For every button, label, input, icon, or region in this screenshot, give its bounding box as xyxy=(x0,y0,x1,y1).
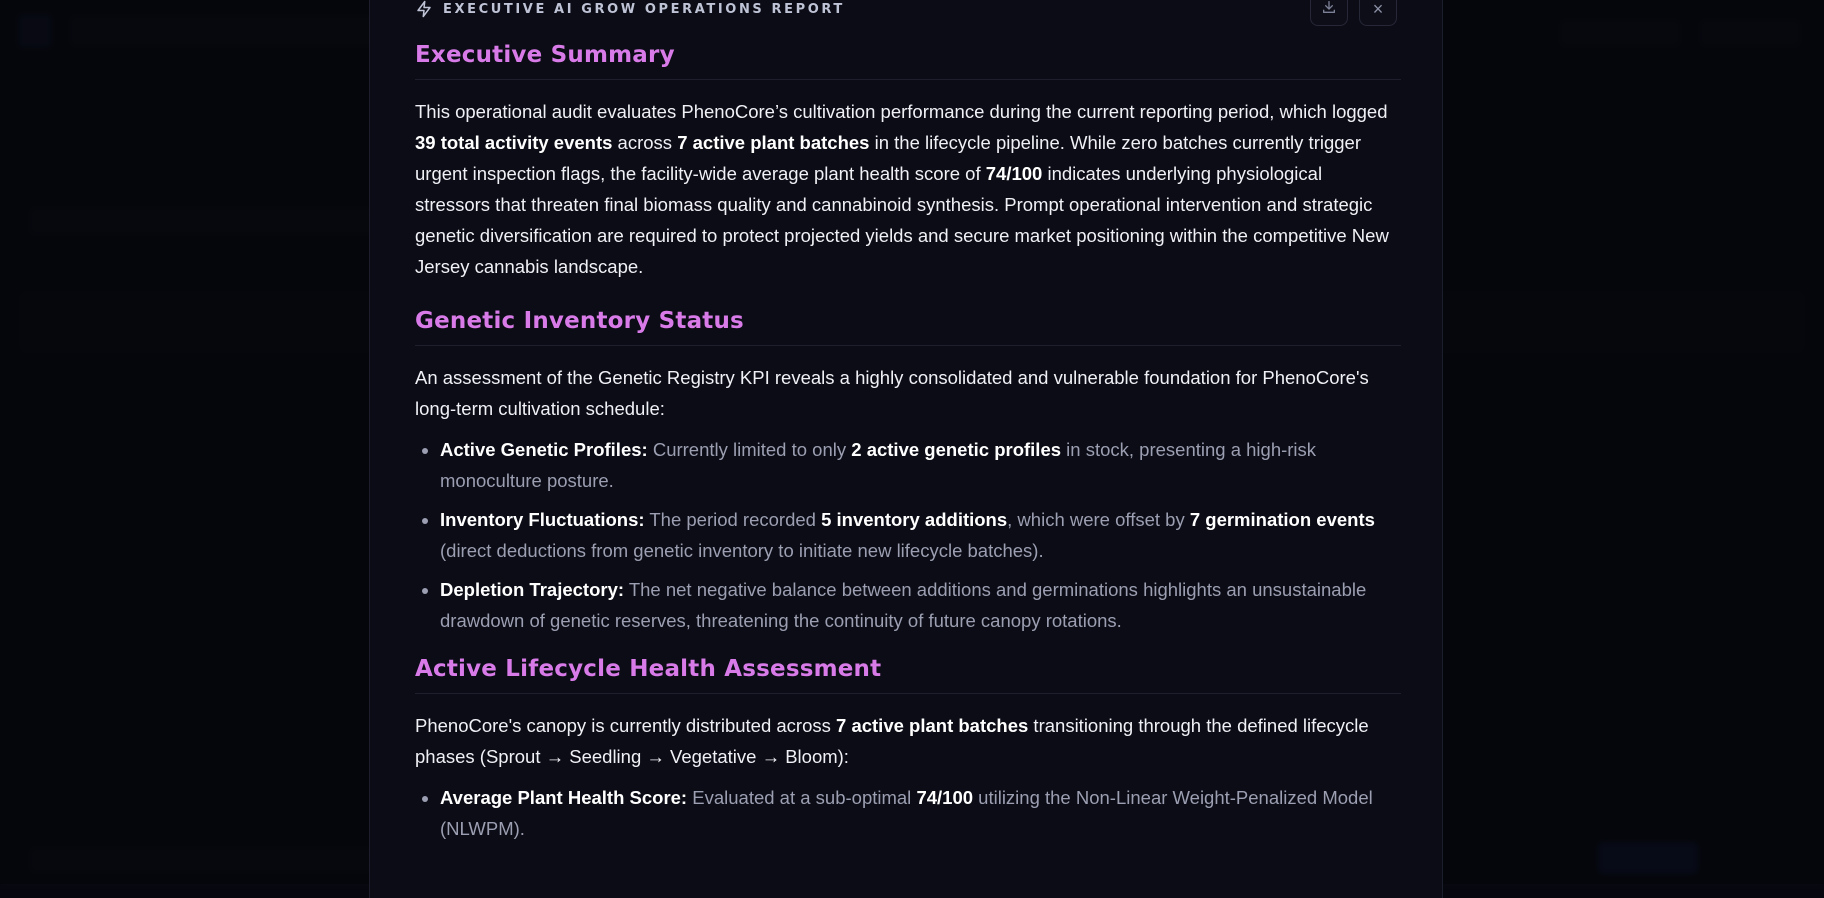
report-content xyxy=(415,34,1401,852)
executive-summary-paragraph: This operational audit evaluates PhenoCore’s cultivation performance during the current reporting period, which logged 39 total activity events across 7 active plant batches in the lifecycle pipeline. While zero batches currently trigger urgent inspection flags, the facility-wide average plant health score of 74/100 indicates underlying physiological stressors that threaten final biomass quality and cannabinoid synthesis. Prompt operational intervention and strategic genetic diversification are required to protect projected yields and secure market positioning within the competitive New Jersey cannabis landscape. xyxy=(415,96,1401,282)
list-item: • Active Genetic Profiles: Currently limited to only 2 active genetic profiles in stock, presenting a high-risk monoculture posture. xyxy=(440,434,1401,496)
lifecycle-health-section xyxy=(415,656,1401,844)
modal-title: EXECUTIVE AI GROW OPERATIONS REPORT xyxy=(443,2,845,17)
lightning-bolt-icon xyxy=(415,0,433,18)
lifecycle-health-paragraph: PhenoCore's canopy is currently distributed across 7 active plant batches transitioning through the defined lifecycle phases (Sprout → Seedling → Vegetative → Bloom): xyxy=(415,710,1401,772)
modal-actions xyxy=(1310,0,1397,26)
modal-header xyxy=(415,0,1397,22)
executive-summary-section xyxy=(415,42,1401,282)
lifecycle-health-list xyxy=(415,782,1401,844)
genetic-inventory-intro: An assessment of the Genetic Registry KPI reveals a highly consolidated and vulnerable foundation for PhenoCore's long-term cultivation schedule: xyxy=(415,362,1401,424)
close-button[interactable] xyxy=(1359,0,1397,26)
genetic-inventory-list xyxy=(415,434,1401,636)
download-icon xyxy=(1321,0,1337,20)
list-item: • Inventory Fluctuations: The period recorded 5 inventory additions, which were offset by 7 germination events (direct deductions from genetic inventory to initiate new lifecycle batches). xyxy=(440,504,1401,566)
download-button[interactable] xyxy=(1310,0,1348,26)
list-item: • Depletion Trajectory: The net negative balance between additions and germinations highlights an unsustainable drawdown of genetic reserves, threatening the continuity of future canopy rotations. xyxy=(440,574,1401,636)
list-item: • Average Plant Health Score: Evaluated at a sub-optimal 74/100 utilizing the Non-Linear Weight-Penalized Model (NLWPM). xyxy=(440,782,1401,844)
close-icon: × xyxy=(1373,0,1384,20)
report-modal xyxy=(369,0,1443,898)
genetic-inventory-heading: Genetic Inventory Status xyxy=(415,308,1401,346)
lifecycle-health-heading: Active Lifecycle Health Assessment xyxy=(415,656,1401,694)
genetic-inventory-section xyxy=(415,308,1401,636)
executive-summary-heading: Executive Summary xyxy=(415,42,1401,80)
modal-title-group xyxy=(415,0,845,18)
